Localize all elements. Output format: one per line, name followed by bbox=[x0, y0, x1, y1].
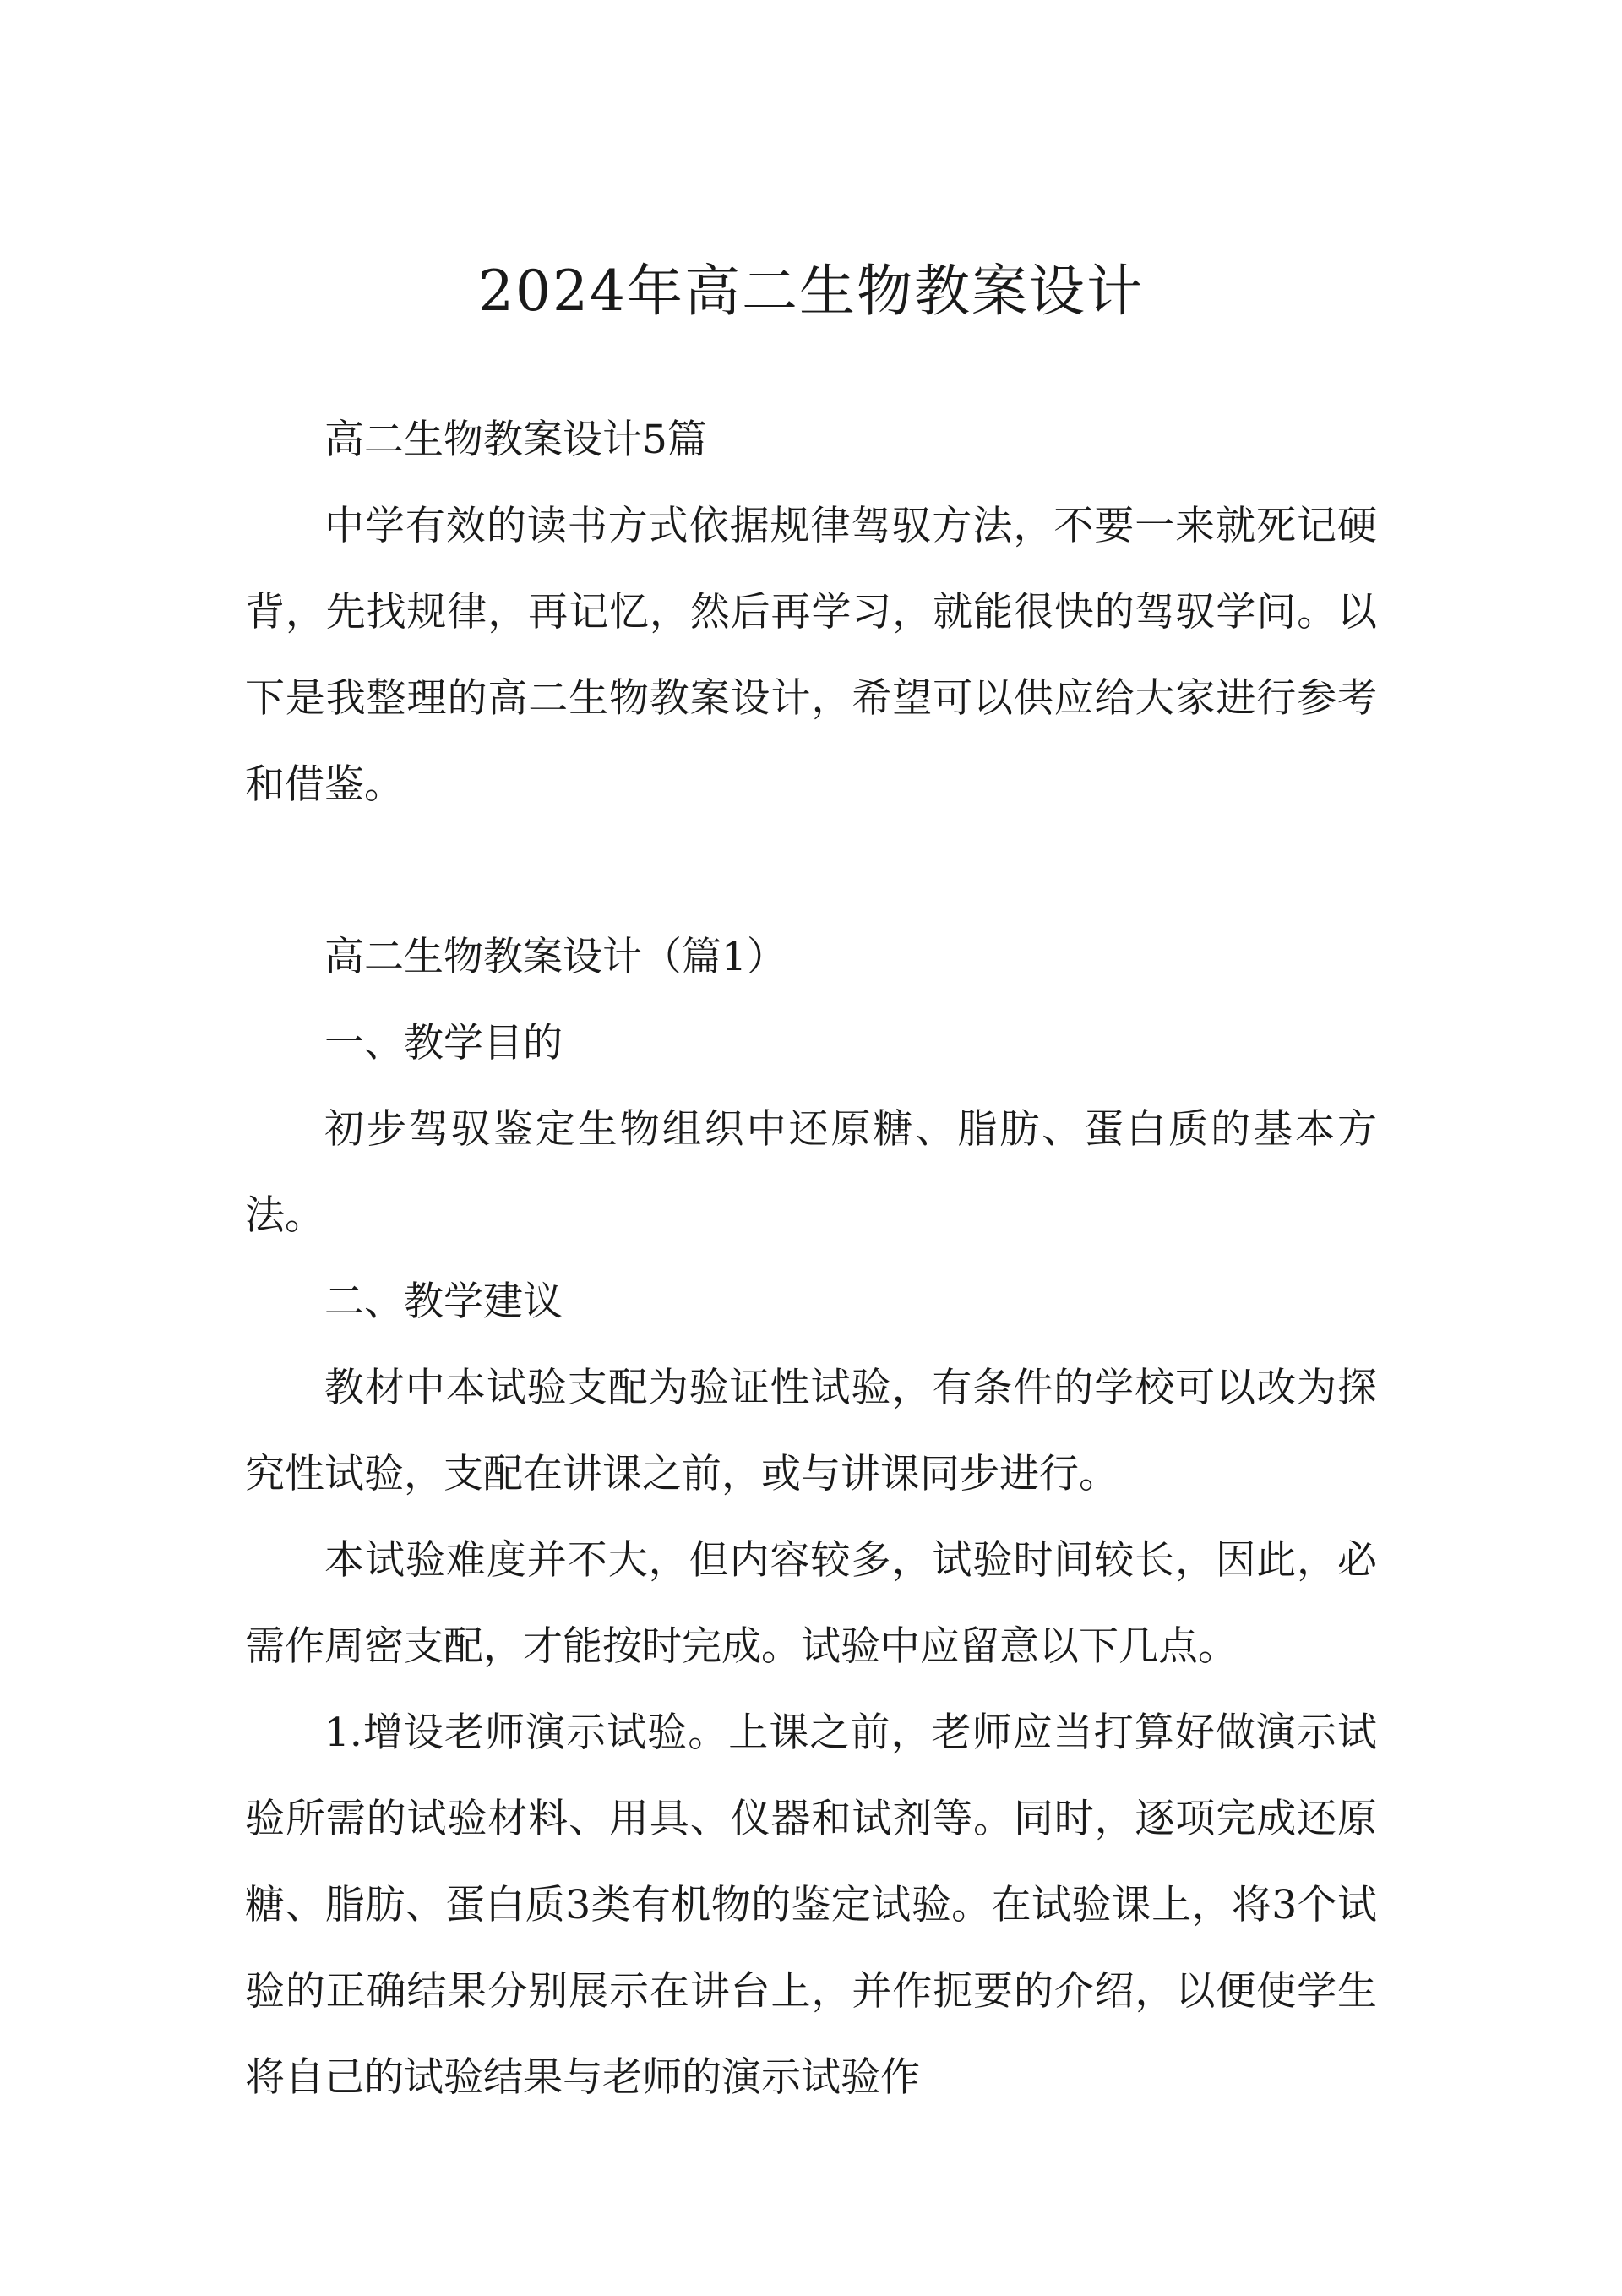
paragraph-heading-suggestion: 二、教学建议 bbox=[324, 1279, 563, 1325]
paragraph-suggestion-1: 教材中本试验支配为验证性试验，有条件的学校可以改为探究性试验，支配在讲课之前，或与讲课同步进行。 bbox=[245, 1365, 1377, 1497]
paragraph-suggestion-3: 1.增设老师演示试验。上课之前，老师应当打算好做演示试验所需的试验材料、用具、仪器和试剂等。同时，逐项完成还原糖、脂肪、蛋白质3类有机物的鉴定试验。在试验课上，将3个试验的正确结果分别展示在讲台上，并作扼要的介绍，以便使学生将自己的试验结果与老师的演示试验作 bbox=[245, 1710, 1377, 2101]
paragraph-objective: 初步驾驭鉴定生物组织中还原糖、脂肪、蛋白质的基本方法。 bbox=[245, 1106, 1377, 1239]
paragraph-section-heading: 高二生物教案设计（篇1） bbox=[324, 934, 787, 980]
paragraph-subtitle: 高二生物教案设计5篇 bbox=[324, 417, 707, 463]
document-body bbox=[245, 397, 1377, 2121]
paragraph-intro: 中学有效的读书方式依据规律驾驭方法，不要一来就死记硬背，先找规律，再记忆，然后再学习，就能很快的驾驭学问。以下是我整理的高二生物教案设计，希望可以供应给大家进行参考和借鉴。 bbox=[245, 503, 1377, 808]
paragraph-heading-objective: 一、教学目的 bbox=[324, 1020, 563, 1066]
document-title: 2024年高二生物教案设计 bbox=[478, 259, 1144, 324]
paragraph-suggestion-2: 本试验难度并不大，但内容较多，试验时间较长，因此，必需作周密支配，才能按时完成。试验中应留意以下几点。 bbox=[245, 1537, 1377, 1670]
